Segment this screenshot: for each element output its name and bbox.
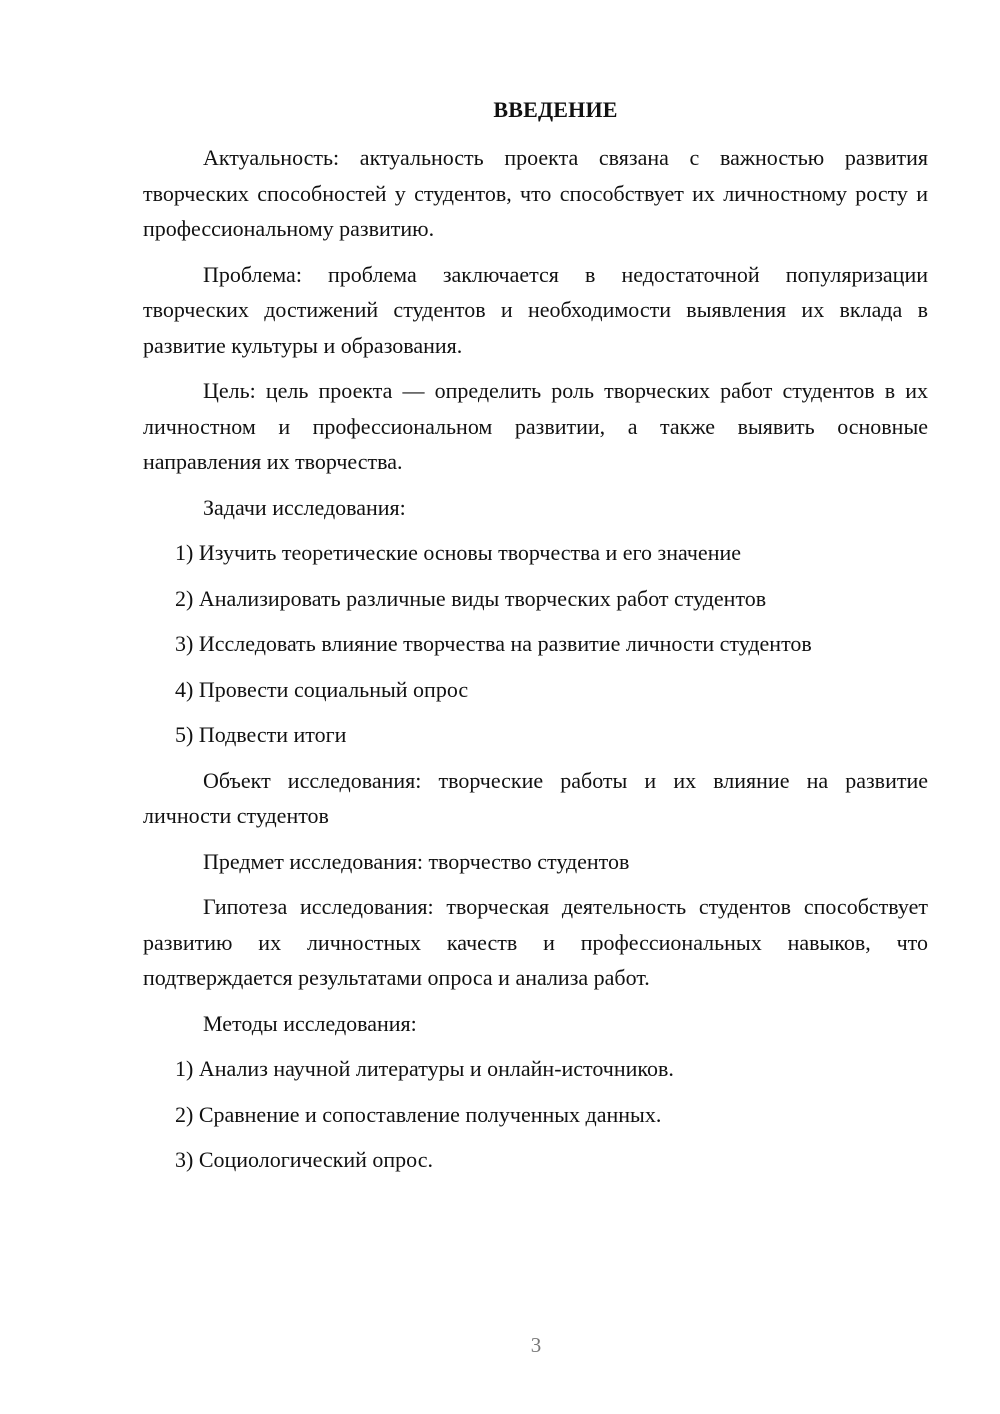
method-item: 2) Сравнение и сопоставление полученных данных. xyxy=(175,1101,662,1127)
hypothesis-paragraph: Гипотеза исследования: творческая деятельность студентов способствует развитию их личностных качеств и профессиональных навыков, что подтверждается результатами опроса и анализа работ. xyxy=(143,894,928,990)
tasks-label: Задачи исследования: xyxy=(203,494,406,520)
task-item: 5) Подвести итоги xyxy=(175,722,347,747)
subject-paragraph: Предмет исследования: творчество студентов xyxy=(203,848,630,874)
section-heading: ВВЕДЕНИЕ xyxy=(493,97,618,122)
problem-paragraph: Проблема: проблема заключается в недостаточной популяризации творческих достижений студентов и необходимости выявления их вклада в развитие культуры и образования. xyxy=(143,261,928,358)
tasks-list xyxy=(143,535,928,753)
goal-paragraph: Цель: цель проекта — определить роль творческих работ студентов в их личностном и профессиональном развитии, а также выявить основные направления их творчества. xyxy=(143,378,928,474)
task-item: 2) Анализировать различные виды творческих работ студентов xyxy=(175,585,767,611)
method-item: 1) Анализ научной литературы и онлайн-источников. xyxy=(175,1056,674,1081)
methods-label: Методы исследования: xyxy=(203,1010,417,1036)
method-item: 3) Социологический опрос. xyxy=(175,1147,433,1172)
object-paragraph: Объект исследования: творческие работы и их влияние на развитие личности студентов xyxy=(143,767,928,828)
task-item: 4) Провести социальный опрос xyxy=(175,676,469,702)
task-item: 3) Исследовать влияние творчества на развитие личности студентов xyxy=(175,631,812,656)
relevance-paragraph: Актуальность: актуальность проекта связана с важностью развития творческих способностей у студентов, что способствует их личностному росту и профессиональному развитию. xyxy=(143,145,928,241)
task-item: 1) Изучить теоретические основы творчества и его значение xyxy=(175,540,742,565)
page-number: 3 xyxy=(530,1333,542,1357)
methods-list xyxy=(143,1051,928,1178)
